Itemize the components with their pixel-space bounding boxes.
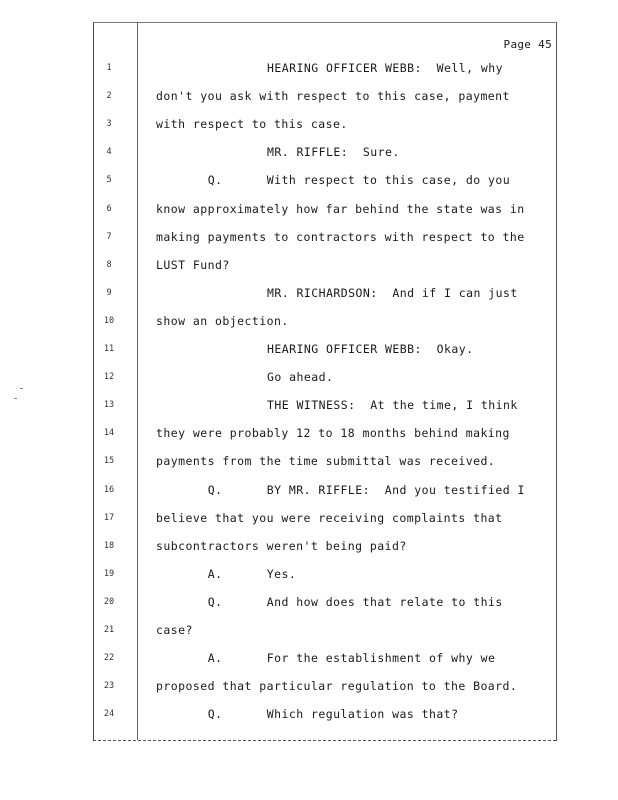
line-number: 14: [103, 428, 115, 439]
line-number: 9: [106, 287, 112, 298]
transcript-line: [0, 285, 618, 301]
transcript-line: [0, 397, 618, 413]
line-text: HEARING OFFICER WEBB: Well, why: [267, 61, 503, 75]
transcript-line: [0, 482, 618, 498]
line-number: 11: [103, 344, 115, 354]
line-text: HEARING OFFICER WEBB: Okay.: [267, 342, 474, 356]
line-number: 21: [103, 625, 115, 635]
line-number: 15: [103, 456, 115, 467]
line-text: THE WITNESS: At the time, I think: [267, 398, 518, 413]
transcript-line: [0, 622, 618, 638]
transcript-line: [0, 172, 618, 188]
line-text: making payments to contractors with respect to the: [156, 229, 525, 244]
line-number: 22: [103, 653, 115, 664]
line-number: 7: [106, 231, 112, 242]
line-text: Q. And how does that relate to this: [207, 594, 503, 609]
line-number: 24: [103, 709, 115, 720]
transcript-line: [0, 116, 618, 132]
line-number: 16: [103, 484, 115, 495]
line-number: 19: [103, 568, 115, 579]
line-number: 20: [103, 596, 115, 607]
transcript-line: [0, 425, 618, 441]
transcript-line: [0, 313, 618, 329]
page-number: Page 45: [503, 38, 552, 51]
transcript-line: [0, 650, 618, 666]
line-text: show an objection.: [156, 313, 289, 328]
line-text: LUST Fund?: [156, 257, 230, 272]
transcript-line: [0, 60, 618, 76]
transcript-line: [0, 678, 618, 694]
transcript-line: [0, 538, 618, 554]
line-number: 10: [103, 315, 115, 326]
transcript-line: [0, 369, 618, 385]
line-number: 12: [103, 372, 115, 383]
transcript-line: [0, 201, 618, 217]
line-text: MR. RIFFLE: Sure.: [267, 145, 400, 160]
line-number: 8: [106, 259, 112, 270]
transcript-line: [0, 257, 618, 273]
line-text: case?: [156, 623, 193, 637]
transcript-line: [0, 88, 618, 104]
line-text: A. For the establishment of why we: [207, 651, 496, 666]
line-text: believe that you were receiving complaints that: [156, 510, 503, 525]
line-text: Q. With respect to this case, do you: [207, 173, 511, 188]
line-number: 1: [106, 63, 112, 73]
line-text: A. Yes.: [207, 566, 297, 581]
transcript-line: [0, 594, 618, 610]
transcript-line: [0, 510, 618, 526]
line-number: 17: [103, 512, 115, 523]
line-number: 4: [106, 147, 112, 158]
line-text: Q. BY MR. RIFFLE: And you testified I: [207, 482, 525, 497]
line-text: with respect to this case.: [156, 117, 348, 132]
transcript-line: [0, 453, 618, 469]
page-bottom-rule: [93, 740, 556, 741]
line-number: 23: [103, 681, 115, 692]
transcript-line: [0, 706, 618, 722]
transcript-line: [0, 341, 618, 357]
line-number: 18: [103, 540, 115, 551]
line-text: subcontractors weren't being paid?: [156, 538, 407, 553]
scan-speck: [14, 398, 17, 399]
line-text: don't you ask with respect to this case, payment: [156, 89, 510, 104]
transcript-line: [0, 229, 618, 245]
scan-speck: [20, 388, 23, 389]
transcript-line: [0, 566, 618, 582]
line-number: 13: [103, 400, 115, 411]
transcript-line: [0, 144, 618, 160]
line-number: 5: [106, 175, 112, 186]
line-number: 2: [106, 91, 112, 102]
line-text: know approximately how far behind the state was in: [156, 201, 525, 216]
line-text: they were probably 12 to 18 months behind making: [156, 426, 510, 441]
line-text: Q. Which regulation was that?: [207, 707, 459, 722]
line-text: proposed that particular regulation to the Board.: [156, 679, 518, 694]
line-text: MR. RICHARDSON: And if I can just: [267, 285, 518, 300]
line-number: 6: [106, 203, 112, 214]
line-number: 3: [106, 119, 112, 130]
line-text: Go ahead.: [267, 370, 334, 385]
line-text: payments from the time submittal was received.: [156, 454, 496, 469]
